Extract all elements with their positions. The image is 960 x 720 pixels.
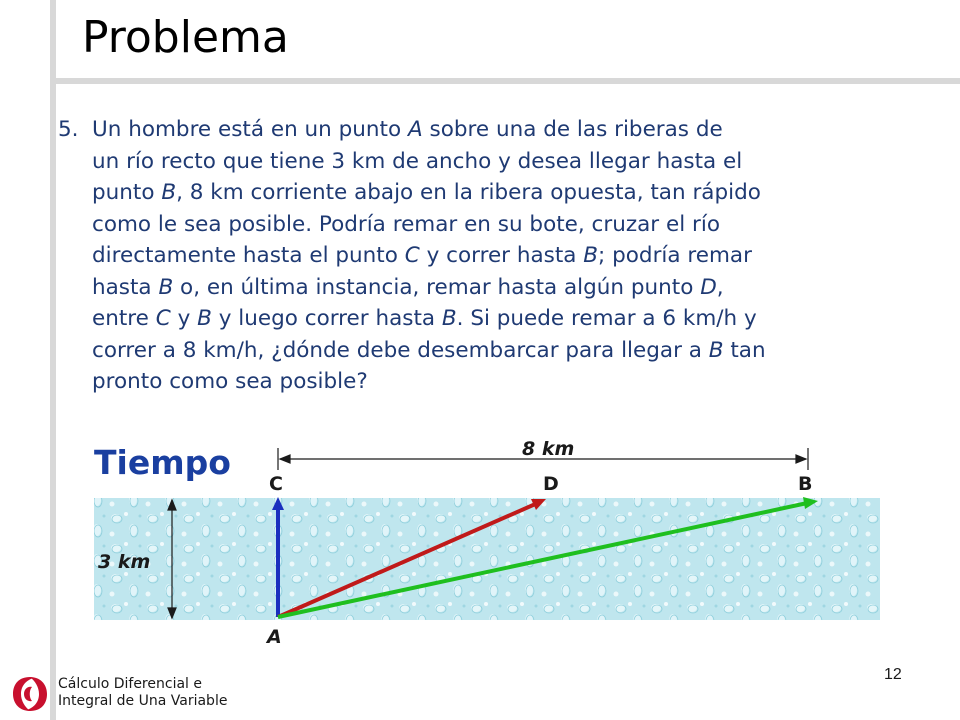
problem-text-segment: pronto como sea posible? [92, 369, 368, 394]
problem-text-segment: Un hombre está en un punto [92, 117, 408, 142]
point-reference: A [407, 117, 423, 142]
problem-text-segment: un río recto que tiene 3 km de ancho y desea llegar hasta el [92, 148, 743, 174]
problem-text-segment: correr a 8 km/h, ¿dónde debe desembarcar para llegar a [92, 337, 709, 363]
problem-number: 5. [58, 117, 79, 142]
problem-text-segment: sobre una de las riberas de [422, 117, 723, 142]
problem-text-segment: y correr hasta [419, 243, 584, 268]
university-logo [10, 674, 50, 714]
point-reference: B [161, 180, 177, 205]
problem-text-segment: entre [92, 306, 156, 331]
point-reference: B [708, 337, 724, 363]
problem-text-segment: o, en última instancia, remar hasta algún punto [173, 274, 701, 300]
problem-text-segment: como le sea posible. Podría remar en su bote, cruzar el río [92, 211, 720, 237]
course-name [58, 676, 227, 710]
problem-text-segment: y luego correr hasta [211, 306, 442, 331]
problem-text-segment: punto [92, 180, 162, 205]
width-label: 8 km [522, 438, 575, 460]
point-a-label: A [267, 626, 282, 648]
problem-text-segment: y [170, 306, 198, 331]
course-name-line2: Integral de Una Variable [58, 693, 228, 709]
point-reference: B [197, 306, 212, 331]
point-reference: C [155, 306, 171, 331]
point-d-label: D [543, 473, 559, 495]
diagram-heading: Tiempo [94, 443, 231, 482]
point-reference: D [700, 274, 717, 300]
course-name-line1: Cálculo Diferencial e [58, 676, 202, 692]
point-c-label: C [269, 473, 283, 495]
point-reference: B [441, 306, 457, 331]
page-number: 12 [884, 666, 902, 683]
depth-label: 3 km [98, 551, 151, 573]
problem-text-segment: , [716, 274, 724, 300]
problem-text-segment: , 8 km corriente abajo en la ribera opuesta, tan rápido [176, 180, 761, 205]
point-reference: C [404, 243, 420, 268]
problem-text-segment: directamente hasta el punto [92, 243, 405, 268]
problem-text-segment: tan [723, 337, 766, 363]
problem-text-segment: ; podría remar [598, 243, 752, 268]
problem-text-segment: hasta [92, 274, 159, 300]
slide-title: Problema [82, 12, 289, 63]
point-reference: B [158, 274, 174, 300]
river-water-texture [94, 498, 880, 620]
problem-text-segment: . Si puede remar a 6 km/h y [456, 306, 757, 331]
point-reference: B [583, 243, 599, 268]
point-b-label: B [798, 473, 813, 495]
